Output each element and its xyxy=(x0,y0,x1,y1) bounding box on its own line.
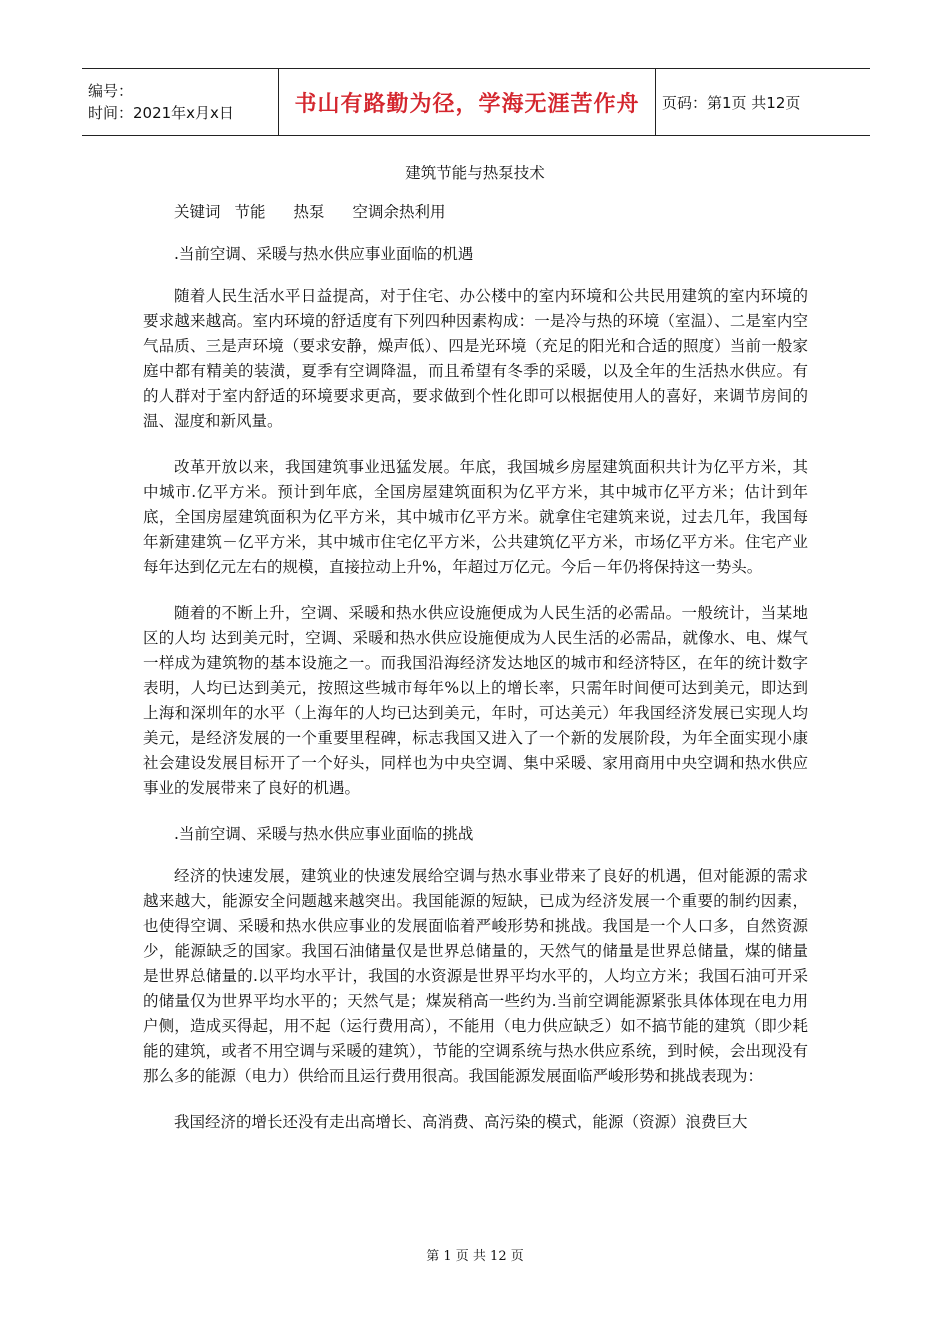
header-page-info: 页码：第1页 共12页 xyxy=(662,93,801,112)
document-title: 建筑节能与热泵技术 xyxy=(405,164,545,182)
keywords-line xyxy=(143,200,808,225)
page-header xyxy=(82,68,870,136)
header-page-info-cell xyxy=(656,69,870,135)
paragraph: 经济的快速发展，建筑业的快速发展给空调与热水事业带来了良好的机遇，但对能源的需求越来越大，能源安全问题越来越突出。我国能源的短缺，已成为经济发展一个重要的制约因素，也使得空调、采暖和热水供应事业的发展面临着严峻形势和挑战。我国是一个人口多，自然资源少，能源缺乏的国家。我国石油储量仅是世界总储量的，天然气的储量是世界总储量，煤的储量是世界总储量的.以平均水平计，我国的水资源是世界平均水平的，人均立方米；我国石油可开采的储量仅为世界平均水平的；天然气是；煤炭稍高一些约为.当前空调能源紧张具体体现在电力用户侧，造成买得起，用不起（运行费用高），不能用（电力供应缺乏）如不搞节能的建筑（即少耗能的建筑，或者不用空调与采暖的建筑），节能的空调系统与热水供应系统，到时候，会出现没有那么多的能源（电力）供给而且运行费用很高。我国能源发展面临严峻形势和挑战表现为： xyxy=(143,867,808,1085)
page-footer: 第 1 页 共 12 页 xyxy=(426,1249,524,1264)
header-motto: 书山有路勤为径，学海无涯苦作舟 xyxy=(294,91,640,117)
header-motto-cell xyxy=(279,69,656,135)
paragraph: 我国经济的增长还没有走出高增长、高消费、高污染的模式，能源（资源）浪费巨大 xyxy=(174,1113,748,1131)
paragraph: 随着人民生活水平日益提高，对于住宅、办公楼中的室内环境和公共民用建筑的室内环境的要求越来越高。室内环境的舒适度有下列四种因素构成：一是冷与热的环境（室温）、二是室内空气品质、三是声环境（要求安静，燥声低）、四是光环境（充足的阳光和合适的照度）当前一般家庭中都有精美的装潢，夏季有空调降温，而且希望有冬季的采暖，以及全年的生活热水供应。有的人群对于室内舒适的环境要求更高，要求做到个性化即可以根据使用人的喜好，来调节房间的温、湿度和新风量。 xyxy=(143,287,808,430)
section-heading-challenges: .当前空调、采暖与热水供应事业面临的挑战 xyxy=(174,825,474,843)
document-body xyxy=(143,200,808,1135)
document-number-label: 编号： xyxy=(88,82,134,100)
paragraph: 改革开放以来，我国建筑事业迅猛发展。年底，我国城乡房屋建筑面积共计为亿平方米，其中城市.亿平方米。预计到年底，全国房屋建筑面积为亿平方米，其中城市亿平方米；估计到年底，全国房屋建筑面积为亿平方米，其中城市亿平方米。就拿住宅建筑来说，过去几年，我国每年新建建筑－亿平方米，其中城市住宅亿平方米，公共建筑亿平方米，市场亿平方米。住宅产业每年达到亿元左右的规模，直接拉动上升%，年超过万亿元。今后－年仍将保持这一势头。 xyxy=(143,458,808,576)
header-meta xyxy=(82,69,279,135)
keyword-item: 空调余热利用 xyxy=(352,203,446,221)
document-time-label: 时间：2021年x月x日 xyxy=(88,104,234,122)
keywords-label: 关键词 xyxy=(174,203,221,221)
paragraph: 随着的不断上升，空调、采暖和热水供应设施便成为人民生活的必需品。一般统计，当某地区的人均 达到美元时，空调、采暖和热水供应设施便成为人民生活的必需品，就像水、电、煤气一样成为建筑物的基本设施之一。而我国沿海经济发达地区的城市和经济特区，在年的统计数字表明，人均已达到美元，按照这些城市每年%以上的增长率，只需年时间便可达到美元，即达到上海和深圳年的水平（上海年的人均已达到美元，年时，可达美元）年我国经济发展已实现人均美元，是经济发展的一个重要里程碑，标志我国又进入了一个新的发展阶段，为年全面实现小康社会建设发展目标开了一个好头，同样也为中央空调、集中采暖、家用商用中央空调和热水供应事业的发展带来了良好的机遇。 xyxy=(143,604,808,797)
keyword-item: 热泵 xyxy=(293,203,325,221)
section-heading-opportunities: .当前空调、采暖与热水供应事业面临的机遇 xyxy=(174,245,474,263)
keyword-item: 节能 xyxy=(234,203,266,221)
